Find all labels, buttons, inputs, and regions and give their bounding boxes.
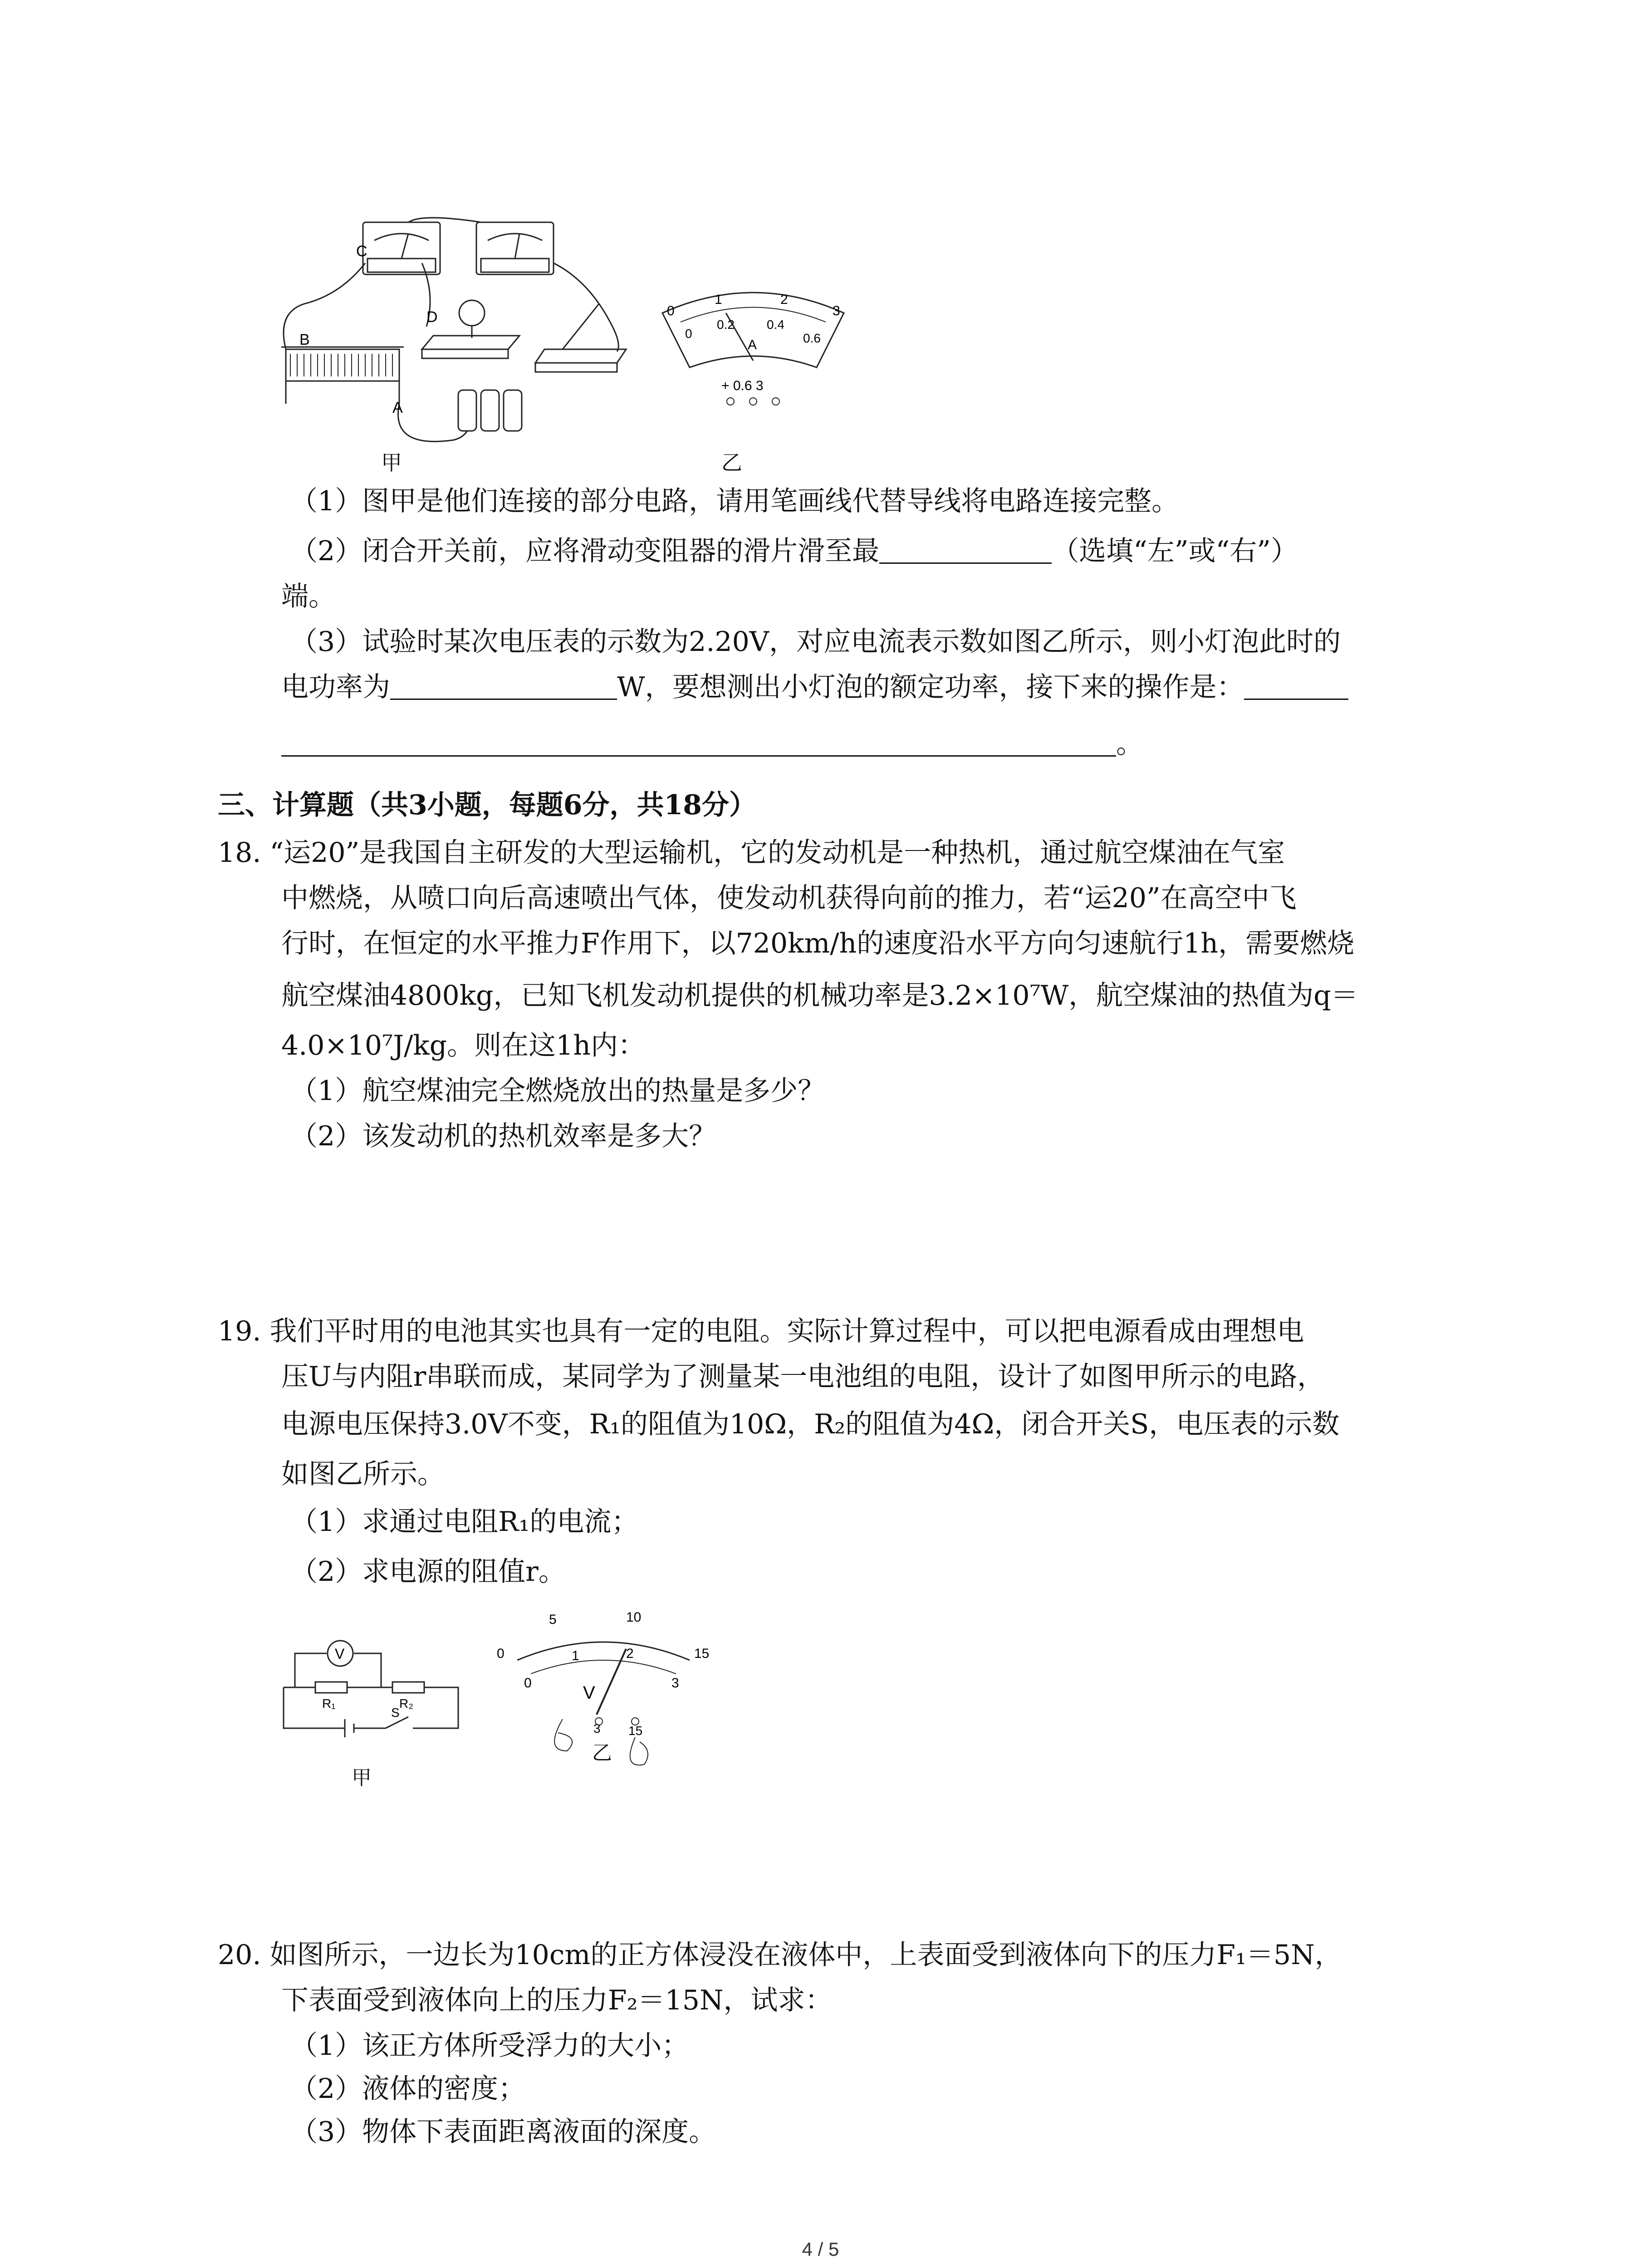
figure-jia-caption: 甲: [381, 450, 402, 475]
q18-sub2: （2）该发动机的热机效率是多大？: [290, 1120, 716, 1152]
voltmeter-top-15: 15: [694, 1646, 710, 1661]
figure-yi-caption: 乙: [721, 450, 742, 475]
q17-part3-text-b: 电功率为: [281, 671, 390, 703]
q17-part2-line: [290, 533, 1298, 569]
voltmeter-unit: V: [583, 1683, 595, 1703]
ammeter-top-0: 0: [667, 303, 675, 318]
q20-sub2: （2）液体的密度；: [290, 2073, 526, 2105]
ammeter-top-3: 3: [833, 303, 840, 318]
figure-circuit-apparatus: [272, 213, 644, 472]
voltmeter-bottom-1: 1: [572, 1648, 579, 1663]
ammeter-bottom-02: 0.2: [717, 318, 735, 332]
q17-part3-line2: [281, 669, 1348, 705]
q18-line2: 中燃烧，从喷口向后高速喷出气体，使发动机获得向前的推力，若“运20”在高空中飞: [281, 882, 1297, 914]
q17-answer-blank-2[interactable]: [390, 671, 617, 700]
ammeter-unit: A: [748, 337, 757, 352]
q19-figure-jia-caption: 甲: [352, 1766, 372, 1789]
label-C: C: [356, 243, 367, 260]
label-R2: R₂: [399, 1696, 414, 1711]
ammeter-top-2: 2: [780, 292, 788, 307]
q17-part3-text-d: 。: [1116, 728, 1143, 760]
ammeter-top-1: 1: [715, 292, 722, 307]
voltmeter-top-0: 0: [497, 1646, 505, 1661]
voltmeter-bottom-2: 2: [626, 1646, 634, 1661]
q19-line4: 如图乙所示。: [281, 1458, 445, 1490]
voltmeter-top-5: 5: [549, 1612, 557, 1627]
q20-sub3: （3）物体下表面距离液面的深度。: [290, 2116, 716, 2148]
q18-line5: 4.0×10⁷J/kg。则在这1h内：: [281, 1030, 645, 1061]
q20-sub1: （1）该正方体所受浮力的大小；: [290, 2030, 689, 2062]
figure-ammeter-dial: [658, 281, 848, 431]
q18-line3: 行时，在恒定的水平推力F作用下，以720km/h的速度沿水平方向匀速航行1h，需要燃烧: [281, 928, 1355, 959]
ammeter-bottom-06: 0.6: [803, 331, 821, 345]
voltmeter-bottom-3: 3: [671, 1676, 679, 1691]
q18-line1: 18. “运20”是我国自主研发的大型运输机，它的发动机是一种热机，通过航空煤油在气室: [218, 837, 1285, 869]
page-number: 4 / 5: [802, 2239, 839, 2260]
q20-line2: 下表面受到液体向上的压力F₂＝15N，试求：: [281, 1984, 833, 2016]
label-S: S: [391, 1706, 400, 1720]
label-R1: R₁: [322, 1696, 336, 1711]
q19-figure-yi-caption: 乙: [592, 1741, 612, 1765]
q17-part2-text-a: （2）闭合开关前，应将滑动变阻器的滑片滑至最: [290, 535, 880, 567]
q17-part2-end: 端。: [281, 581, 336, 612]
q17-part3-text-c: W，要想测出小灯泡的额定功率，接下来的操作是：: [617, 671, 1244, 703]
ammeter-bottom-04: 0.4: [767, 318, 784, 332]
q17-answer-blank-1[interactable]: [879, 535, 1052, 564]
q17-answer-blank-4[interactable]: [281, 728, 1116, 757]
q17-answer-blank-3[interactable]: [1244, 671, 1348, 700]
q19-sub2: （2）求电源的阻值r。: [290, 1556, 566, 1588]
voltmeter-symbol: V: [335, 1646, 345, 1662]
voltmeter-top-10: 10: [626, 1610, 642, 1625]
q19-line3: 电源电压保持3.0V不变，R₁的阻值为10Ω，R₂的阻值为4Ω，闭合开关S，电压表的示数: [281, 1408, 1340, 1440]
terminal-3: 3: [593, 1721, 601, 1735]
q17-part2-text-b: （选填“左”或“右”）: [1052, 535, 1298, 567]
q20-line1: 20. 如图所示，一边长为10cm的正方体浸没在液体中，上表面受到液体向下的压力F₁＝5N，: [218, 1939, 1342, 1971]
section-heading: 三、计算题（共3小题，每题6分，共18分）: [218, 789, 756, 821]
ammeter-bottom-0: 0: [685, 327, 692, 341]
q19-line1: 19. 我们平时用的电池其实也具有一定的电阻。实际计算过程中，可以把电源看成由理想电: [218, 1315, 1304, 1347]
q17-part1: （1）图甲是他们连接的部分电路，请用笔画线代替导线将电路连接完整。: [290, 485, 1179, 517]
label-D: D: [426, 308, 438, 326]
figure-q19-circuit: [277, 1624, 467, 1760]
q17-part3-line3: [281, 726, 1143, 762]
label-B: B: [299, 331, 310, 348]
q18-line4: 航空煤油4800kg，已知飞机发动机提供的机械功率是3.2×10⁷W，航空煤油的热值为q＝: [281, 980, 1358, 1012]
voltmeter-bottom-0: 0: [524, 1676, 532, 1691]
q19-sub1: （1）求通过电阻R₁的电流；: [290, 1506, 639, 1538]
q19-line2: 压U与内阻r串联而成，某同学为了测量某一电池组的电阻，设计了如图甲所示的电路，: [281, 1361, 1325, 1393]
terminal-15: 15: [628, 1724, 643, 1738]
label-A: A: [392, 399, 403, 416]
q18-sub1: （1）航空煤油完全燃烧放出的热量是多少？: [290, 1075, 825, 1107]
ammeter-terminals: + 0.6 3: [721, 378, 764, 393]
q17-part3-line1: （3）试验时某次电压表的示数为2.20V，对应电流表示数如图乙所示，则小灯泡此时的: [290, 626, 1341, 658]
